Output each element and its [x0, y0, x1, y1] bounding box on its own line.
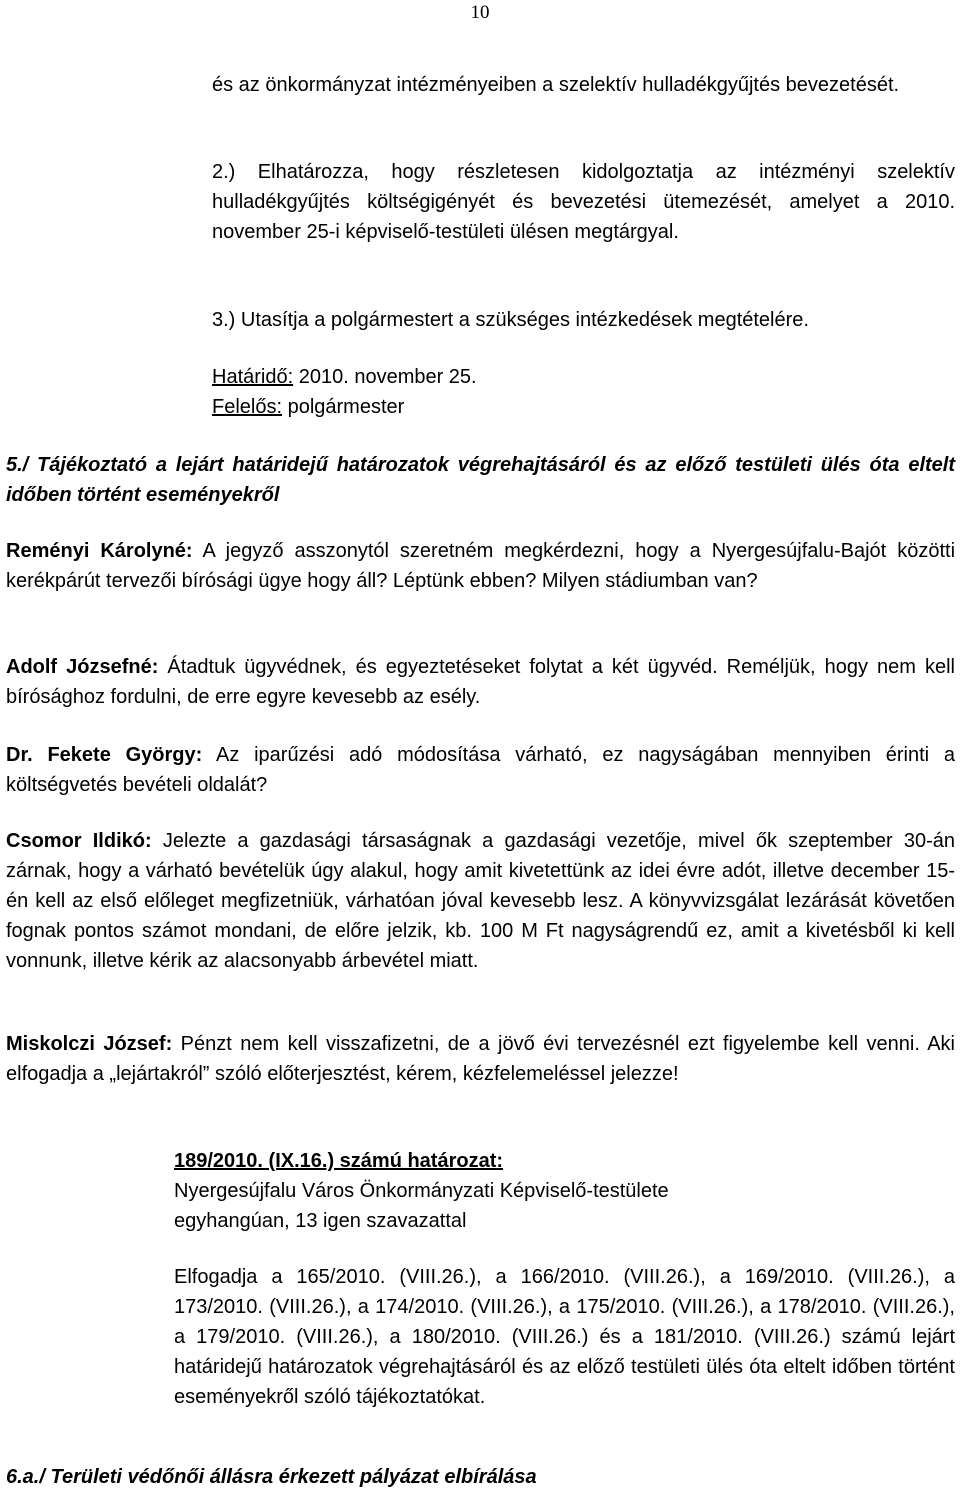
resolution-block [174, 1146, 955, 1236]
responsible-value: polgármester [282, 396, 405, 418]
speech-text: Pénzt nem kell visszafizetni, de a jövő évi tervezésnél ezt figyelembe kell venni. Aki elfogadja a „lejártakról” szóló előterjesztést, kérem, kézfelemeléssel jelezze! [6, 1033, 955, 1085]
resolution-item-1-continuation: és az önkormányzat intézményeiben a szelektív hulladékgyűjtés bevezetését. [212, 74, 900, 96]
speech-text: Az iparűzési adó módosítása várható, ez nagyságában mennyiben érinti a költségvetés bevételi oldalát? [6, 744, 956, 796]
deadline-label: Határidő: [212, 366, 294, 388]
speaker-name: Miskolczi József: [6, 1033, 173, 1055]
speech-fekete [6, 740, 955, 800]
resolution-item-3: 3.) Utasítja a polgármestert a szükséges intézkedések megtételére. [212, 309, 809, 331]
speaker-name: Reményi Károlyné: [6, 540, 193, 562]
speech-remenyi [6, 536, 955, 596]
resolution-title: 189/2010. (IX.16.) számú határozat: [174, 1150, 504, 1172]
resolution-item-2: 2.) Elhatározza, hogy részletesen kidolgoztatja az intézményi szelektív hulladékgyűjtés költségigényét és bevezetési ütemezését, amelyet a 2010. november 25-i képviselő-testületi ülésen megtárgyal. [212, 161, 955, 243]
speaker-name: Adolf Józsefné: [6, 656, 159, 678]
speaker-name: Csomor Ildikó: [6, 830, 152, 852]
page-number: 10 [470, 2, 490, 23]
resolution-body-line-1: Nyergesújfalu Város Önkormányzati Képviselő-testülete [174, 1180, 669, 1202]
speech-text: A jegyző asszonytól szeretném megkérdezni, hogy a Nyergesújfalu-Bajót közötti kerékpárút tervezői bírósági ügye hogy áll? Léptünk ebben? Milyen stádiumban van? [6, 540, 956, 592]
speaker-name: Dr. Fekete György: [6, 744, 203, 766]
deadline-value: 2010. november 25. [293, 366, 477, 388]
responsible-label: Felelős: [212, 396, 283, 418]
speech-text: Jelezte a gazdasági társaságnak a gazdasági vezetője, mivel ők szeptember 30-án zárnak, hogy a várható bevételük úgy alakul, hogy amit kivetettünk az idei évre adót, illetve december 15-én kell az első előleget megfizetniük, várhatóan jóval kevesebb lesz. A könyvvizsgálat lezárását követően fognak pontos számot mondani, de előre jelzik, kb. 100 M Ft nagyságrendű ez, amit a kivetésből ki kell vonnunk, illetve kérik az alacsonyabb árbevétel miatt. [6, 830, 956, 972]
speech-csomor [6, 826, 955, 976]
speech-text: Átadtuk ügyvédnek, és egyeztetéseket folytat a két ügyvéd. Reméljük, hogy nem kell bírósághoz fordulni, de erre egyre kevesebb az esély. [6, 656, 955, 708]
agenda-heading-6a: 6.a./ Területi védőnői állásra érkezett pályázat elbírálása [6, 1466, 537, 1488]
resolution-text: Elfogadja a 165/2010. (VIII.26.), a 166/2010. (VIII.26.), a 169/2010. (VIII.26.), a 173/2010. (VIII.26.), a 174/2010. (VIII.26.), a 175/2010. (VIII.26.), a 178/2010. (VIII.26.), a 179/2010. (VIII.26.), a 180/2010. (VIII.26.) és a 181/2010. (VIII.26.) számú lejárt határidejű határozatok végrehajtásáról és az előző testületi ülés óta eltelt időben történt eseményekről szóló tájékoztatókat. [174, 1266, 955, 1408]
deadline-line [212, 362, 955, 392]
speech-miskolczi [6, 1029, 955, 1089]
agenda-heading-5: 5./ Tájékoztató a lejárt határidejű határozatok végrehajtásáról és az előző testületi ülés óta eltelt időben történt eseményekről [6, 454, 955, 506]
resolution-body-line-2: egyhangúan, 13 igen szavazattal [174, 1210, 467, 1232]
responsible-line [212, 392, 955, 422]
speech-adolf [6, 652, 955, 712]
